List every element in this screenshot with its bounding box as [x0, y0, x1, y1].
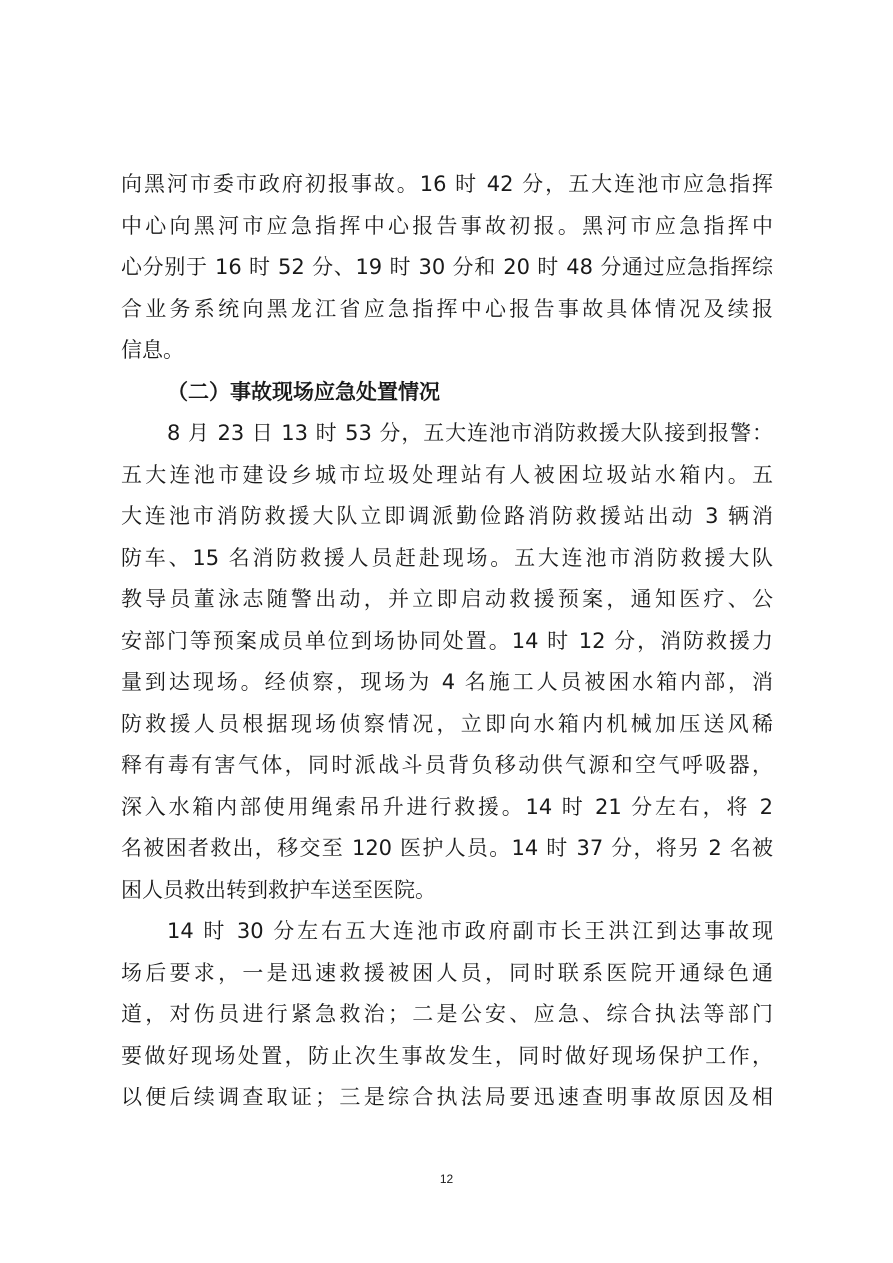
- paragraph-line: 深入水箱内部使用绳索吊升进行救援。14 时 21 分左右，将 2: [121, 794, 773, 819]
- paragraph-line: 8 月 23 日 13 时 53 分，五大连池市消防救援大队接到报警：: [167, 421, 773, 445]
- paragraph-line: 安部门等预案成员单位到场协同处置。14 时 12 分，消防救援力: [121, 628, 773, 653]
- paragraph-line: 向黑河市委市政府初报事故。16 时 42 分，五大连池市应急指挥: [121, 172, 773, 196]
- section-heading: （二）事故现场应急处置情况: [167, 379, 440, 404]
- paragraph-line: 量到达现场。经侦察，现场为 4 名施工人员被困水箱内部，消: [121, 670, 773, 694]
- paragraph-line: 困人员救出转到救护车送至医院。: [121, 877, 436, 902]
- paragraph-line: 大连池市消防救援大队立即调派勤俭路消防救援站出动 3 辆消: [121, 504, 773, 528]
- paragraph-line: 以便后续调查取证；三是综合执法局要迅速查明事故原因及相: [121, 1085, 773, 1109]
- paragraph-line: 中心向黑河市应急指挥中心报告事故初报。黑河市应急指挥中: [121, 213, 773, 238]
- paragraph-line: 五大连池市建设乡城市垃圾处理站有人被困垃圾站水箱内。五: [121, 462, 773, 487]
- paragraph-line: 信息。: [121, 338, 184, 362]
- paragraph-line: 合业务系统向黑龙江省应急指挥中心报告事故具体情况及续报: [121, 296, 773, 321]
- paragraph-line: 教导员董泳志随警出动，并立即启动救援预案，通知医疗、公: [121, 587, 773, 611]
- paragraph-line: 道，对伤员进行紧急救治；二是公安、应急、综合执法等部门: [121, 1002, 773, 1026]
- paragraph-line: 防车、15 名消防救援人员赶赴现场。五大连池市消防救援大队: [121, 545, 773, 570]
- paragraph-line: 14 时 30 分左右五大连池市政府副市长王洪江到达事故现: [167, 919, 773, 943]
- document-body: [121, 164, 773, 1119]
- paragraph-line: 心分别于 16 时 52 分、19 时 30 分和 20 时 48 分通过应急指挥综: [121, 255, 773, 279]
- paragraph-line: 名被困者救出，移交至 120 医护人员。14 时 37 分，将另 2 名被: [121, 836, 773, 860]
- paragraph-line: 释有毒有害气体，同时派战斗员背负移动供气源和空气呼吸器，: [121, 753, 773, 777]
- paragraph-line: 场后要求，一是迅速救援被困人员，同时联系医院开通绿色通: [121, 960, 773, 985]
- paragraph-line: 防救援人员根据现场侦察情况，立即向水箱内机械加压送风稀: [121, 711, 773, 736]
- paragraph-line: 要做好现场处置，防止次生事故发生，同时做好现场保护工作，: [121, 1043, 773, 1068]
- page-number: 12: [439, 1172, 454, 1186]
